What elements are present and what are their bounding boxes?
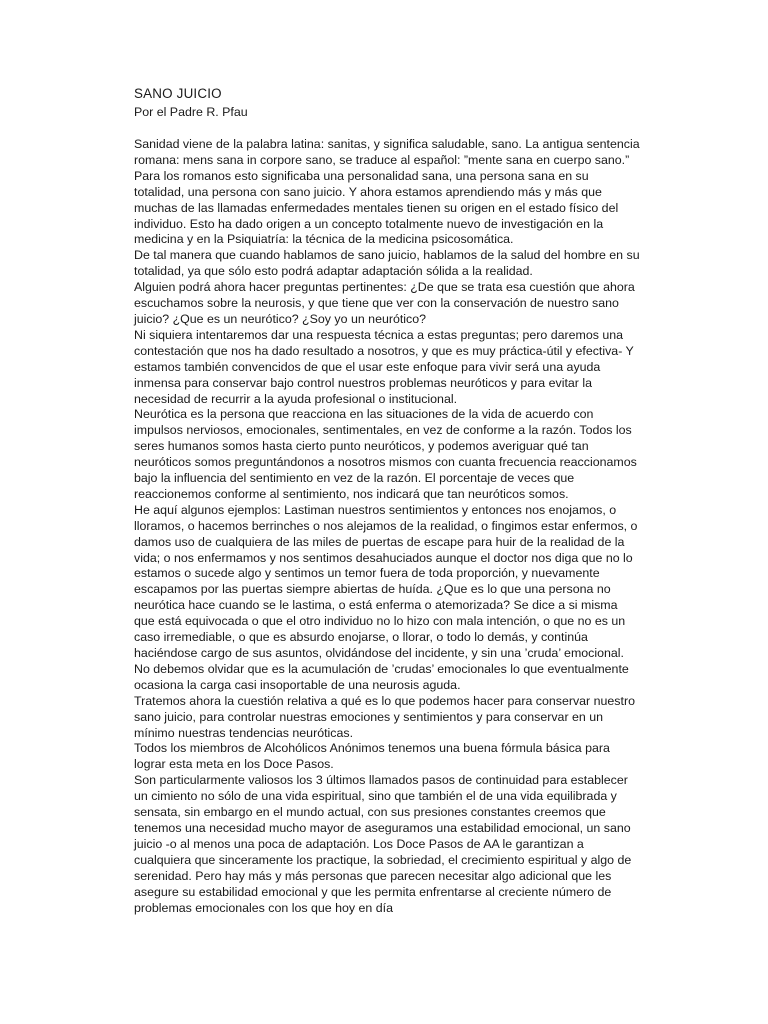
document-title: SANO JUICIO bbox=[134, 86, 222, 101]
paragraph: Tratemos ahora la cuestión relativa a qué es lo que podemos hacer para conservar nuestro sano juicio, para controlar nuestras emociones y sentimientos y para conservar en un mínimo nuestras tendencias neuróticas. bbox=[134, 693, 635, 740]
paragraph: De tal manera que cuando hablamos de sano juicio, hablamos de la salud del hombre en su totalidad, ya que sólo esto podrá adaptar adaptación sólida a la realidad. bbox=[134, 248, 640, 279]
document-body bbox=[134, 137, 641, 916]
paragraph: Todos los miembros de Alcohólicos Anónimos tenemos una buena fórmula básica para lograr esta meta en los Doce Pasos. bbox=[134, 741, 610, 772]
paragraph: Son particularmente valiosos los 3 últimos llamados pasos de continuidad para establecer un cimiento no sólo de una vida espiritual, sino que también el de una vida equilibrada y sensata, sin embargo en el mundo actual, con sus presiones constantes creemos que tenemos una necesidad mucho mayor de aseguramos una estabilidad emocional, un sano juicio -o al menos una poca de adaptación. Los Doce Pasos de AA le garantizan a cualquiera que sinceramente los practique, la sobriedad, el crecimiento espiritual y algo de serenidad. Pero hay más y más personas que parecen necesitar algo adicional que les asegure su estabilidad emocional y que les permita enfrentarse al creciente número de problemas emocionales con los que hoy en día bbox=[134, 773, 632, 915]
paragraph: Neurótica es la persona que reacciona en las situaciones de la vida de acuerdo con impulsos nerviosos, emocionales, sentimentales, en vez de conforme a la razón. Todos los seres humanos somos hasta cierto punto neuróticos, y podemos averiguar qué tan neuróticos somos preguntándonos a nosotros mismos con cuanta frecuencia reaccionamos bajo la influencia del sentimiento en vez de la razón. El porcentaje de veces que reaccionemos conforme al sentimiento, nos indicará que tan neuróticos somos. bbox=[134, 407, 637, 501]
paragraph: Ni siquiera intentaremos dar una respuesta técnica a estas preguntas; pero daremos una contestación que nos ha dado resultado a nosotros, y que es muy práctica-útil y efectiva- Y estamos también convencidos de que el usar este enfoque para vivir será una ayuda inmensa para conservar bajo control nuestros problemas neuróticos y para evitar la necesidad de recurrir a la ayuda profesional o institucional. bbox=[134, 327, 634, 406]
title-spacer bbox=[134, 120, 641, 137]
paragraph: He aquí algunos ejemplos: Lastiman nuestros sentimientos y entonces nos enojamos, o lloramos, o hacemos berrinches o nos alejamos de la realidad, o fingimos estar enfermos, o damos uso de cualquiera de las miles de puertas de escape para huir de la realidad de la vida; o nos enfermamos y nos sentimos desahuciados aunque el doctor nos diga que no lo estamos o sucede algo y sentimos un temor fuera de toda proporción, y nuevamente escapamos por las puertas siempre abiertas de huída. ¿Que es lo que una persona no neurótica hace cuando se le lastima, o está enferma o atemorizada? Se dice a si misma que está equivocada o que el otro individuo no lo hizo con mala intención, o que no es un caso irremediable, o que es absurdo enojarse, o llorar, o todo lo demás, y continúa haciéndose cargo de sus asuntos, olvidándose del incidente, y sin una ’cruda’ emocional. No debemos olvidar que es la acumulación de ’crudas’ emocionales lo que eventualmente ocasiona la carga casi insoportable de una neurosis aguda. bbox=[134, 502, 638, 692]
paragraph: Sanidad viene de la palabra latina: sanitas, y significa saludable, sano. La antigua sentencia romana: mens sana in corpore sano, se traduce al español: ”mente sana en cuerpo sano.” Para los romanos esto significaba una personalidad sana, una persona sana en su totalidad, una persona con sano juicio. Y ahora estamos aprendiendo más y más que muchas de las llamadas enfermedades mentales tienen su origen en el estado físico del individuo. Esto ha dado origen a un concepto totalmente nuevo de investigación en la medicina y en la Psiquiatría: la técnica de la medicina psicosomática. bbox=[134, 137, 640, 247]
document-page bbox=[134, 86, 641, 916]
paragraph: Alguien podrá ahora hacer preguntas pertinentes: ¿De que se trata esa cuestión que ahora escuchamos sobre la neurosis, y que tiene que ver con la conservación de nuestro sano juicio? ¿Que es un neurótico? ¿Soy yo un neurótico? bbox=[134, 280, 635, 326]
document-author: Por el Padre R. Pfau bbox=[134, 105, 248, 119]
